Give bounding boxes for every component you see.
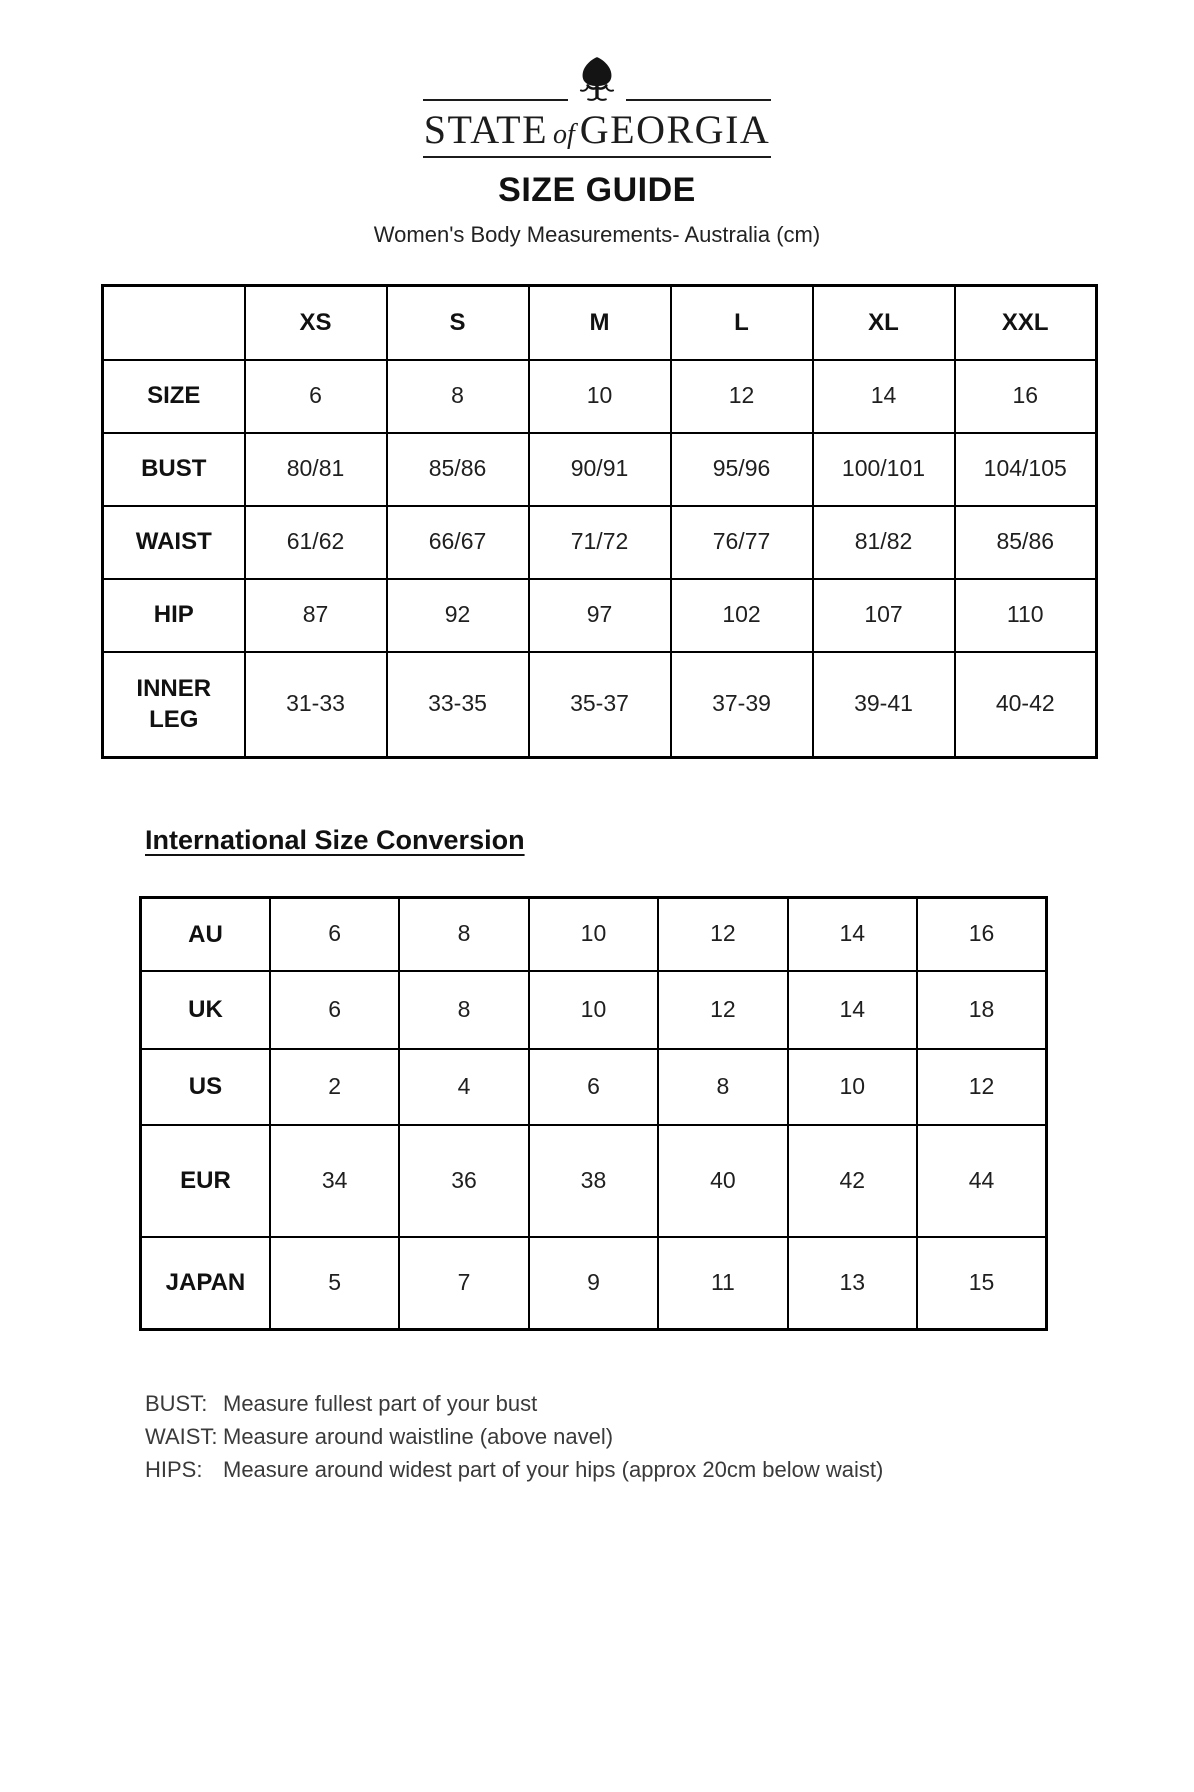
note-label: WAIST: xyxy=(145,1424,218,1449)
note-row-bust xyxy=(145,1387,1194,1420)
table-cell: 34 xyxy=(270,1125,399,1237)
note-row-waist xyxy=(145,1420,1194,1453)
table-cell: 8 xyxy=(658,1049,787,1125)
table-cell: 14 xyxy=(788,898,917,971)
table-cell: 85/86 xyxy=(955,506,1097,579)
table-cell: 102 xyxy=(671,579,813,652)
table-cell: 39-41 xyxy=(813,652,955,758)
table-cell: 107 xyxy=(813,579,955,652)
table-cell: 18 xyxy=(917,971,1046,1049)
row-label-eur: EUR xyxy=(141,1125,270,1237)
table-cell: 100/101 xyxy=(813,433,955,506)
brand-logo xyxy=(423,56,771,158)
table-cell: 12 xyxy=(658,898,787,971)
table-cell: 40-42 xyxy=(955,652,1097,758)
column-header-l: L xyxy=(671,286,813,360)
note-text: Measure fullest part of your bust xyxy=(223,1391,538,1416)
table-row-us xyxy=(141,1049,1047,1125)
brand-wordmark xyxy=(423,108,771,152)
table-cell: 10 xyxy=(529,971,658,1049)
table-cell: 8 xyxy=(399,971,528,1049)
logo-top-row xyxy=(423,56,771,106)
note-text: Measure around waistline (above navel) xyxy=(223,1424,614,1449)
brand-word-of: of xyxy=(553,119,575,150)
table-cell: 92 xyxy=(387,579,529,652)
table-cell: 2 xyxy=(270,1049,399,1125)
row-label-text: INNER LEG xyxy=(136,675,212,734)
table-cell: 7 xyxy=(399,1237,528,1330)
table-cell: 87 xyxy=(245,579,387,652)
table-row-bust xyxy=(103,433,1097,506)
table-cell: 9 xyxy=(529,1237,658,1330)
table-cell: 37-39 xyxy=(671,652,813,758)
page-subtitle: Women's Body Measurements- Australia (cm) xyxy=(373,222,821,247)
table-cell: 6 xyxy=(245,360,387,433)
table-cell: 16 xyxy=(917,898,1046,971)
table-cell: 8 xyxy=(399,898,528,971)
table-row-japan xyxy=(141,1237,1047,1330)
measurement-header-row xyxy=(103,286,1097,360)
table-cell: 31-33 xyxy=(245,652,387,758)
table-cell: 6 xyxy=(529,1049,658,1125)
table-cell: 35-37 xyxy=(529,652,671,758)
brand-word-left: STATE xyxy=(423,107,549,152)
measurement-notes xyxy=(145,1387,1194,1486)
table-cell: 12 xyxy=(917,1049,1046,1125)
brand-word-right: GEORGIA xyxy=(579,107,771,152)
row-label-waist: WAIST xyxy=(103,506,245,579)
table-row-hip xyxy=(103,579,1097,652)
table-cell: 12 xyxy=(671,360,813,433)
table-cell: 38 xyxy=(529,1125,658,1237)
table-cell: 80/81 xyxy=(245,433,387,506)
table-row-eur xyxy=(141,1125,1047,1237)
corner-cell xyxy=(103,286,245,360)
row-label-us: US xyxy=(141,1049,270,1125)
row-label-size: SIZE xyxy=(103,360,245,433)
logo-left-rule xyxy=(423,99,568,101)
page-title: SIZE GUIDE xyxy=(498,171,696,209)
logo-right-rule xyxy=(626,99,771,101)
note-label: BUST: xyxy=(145,1391,208,1416)
table-row-size xyxy=(103,360,1097,433)
table-cell: 110 xyxy=(955,579,1097,652)
table-cell: 66/67 xyxy=(387,506,529,579)
table-cell: 13 xyxy=(788,1237,917,1330)
column-header-s: S xyxy=(387,286,529,360)
table-cell: 14 xyxy=(788,971,917,1049)
table-cell: 40 xyxy=(658,1125,787,1237)
tree-icon xyxy=(568,56,626,106)
page-header xyxy=(0,0,1194,248)
table-cell: 81/82 xyxy=(813,506,955,579)
table-cell: 76/77 xyxy=(671,506,813,579)
table-cell: 16 xyxy=(955,360,1097,433)
table-cell: 36 xyxy=(399,1125,528,1237)
conversion-heading: International Size Conversion xyxy=(145,825,525,855)
row-label-bust: BUST xyxy=(103,433,245,506)
table-cell: 44 xyxy=(917,1125,1046,1237)
table-cell: 14 xyxy=(813,360,955,433)
table-cell: 10 xyxy=(788,1049,917,1125)
note-row-hips xyxy=(145,1453,1194,1486)
table-cell: 33-35 xyxy=(387,652,529,758)
table-cell: 104/105 xyxy=(955,433,1097,506)
table-cell: 8 xyxy=(387,360,529,433)
logo-bottom-rule xyxy=(423,156,771,158)
table-cell: 12 xyxy=(658,971,787,1049)
table-cell: 4 xyxy=(399,1049,528,1125)
table-row-uk xyxy=(141,971,1047,1049)
column-header-xl: XL xyxy=(813,286,955,360)
measurement-table xyxy=(101,284,1098,759)
column-header-m: M xyxy=(529,286,671,360)
table-cell: 10 xyxy=(529,898,658,971)
table-cell: 71/72 xyxy=(529,506,671,579)
table-cell: 85/86 xyxy=(387,433,529,506)
row-label-au: AU xyxy=(141,898,270,971)
table-cell: 6 xyxy=(270,898,399,971)
row-label-uk: UK xyxy=(141,971,270,1049)
table-row-waist xyxy=(103,506,1097,579)
table-cell: 10 xyxy=(529,360,671,433)
table-cell: 5 xyxy=(270,1237,399,1330)
row-label-hip: HIP xyxy=(103,579,245,652)
table-row-au xyxy=(141,898,1047,971)
column-header-xxl: XXL xyxy=(955,286,1097,360)
row-label-inner-leg xyxy=(103,652,245,758)
column-header-xs: XS xyxy=(245,286,387,360)
table-cell: 95/96 xyxy=(671,433,813,506)
note-text: Measure around widest part of your hips (approx 20cm below waist) xyxy=(223,1457,884,1482)
table-cell: 90/91 xyxy=(529,433,671,506)
table-cell: 97 xyxy=(529,579,671,652)
table-cell: 6 xyxy=(270,971,399,1049)
table-cell: 42 xyxy=(788,1125,917,1237)
table-cell: 11 xyxy=(658,1237,787,1330)
table-row-inner-leg xyxy=(103,652,1097,758)
note-label: HIPS: xyxy=(145,1457,203,1482)
row-label-japan: JAPAN xyxy=(141,1237,270,1330)
table-cell: 15 xyxy=(917,1237,1046,1330)
conversion-table xyxy=(139,896,1048,1331)
table-cell: 61/62 xyxy=(245,506,387,579)
